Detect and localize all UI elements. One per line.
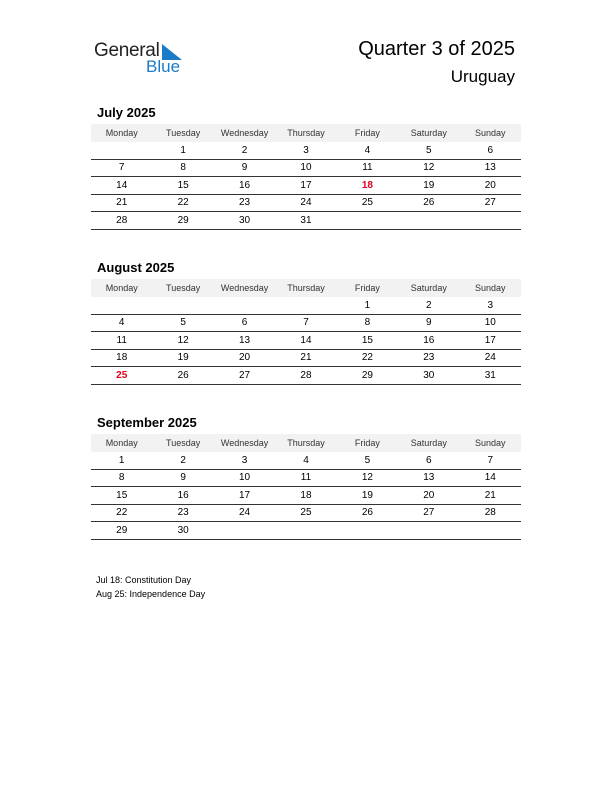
day-cell: 10 (214, 469, 275, 487)
day-cell: 20 (460, 177, 521, 195)
day-cell: 26 (152, 367, 213, 385)
month-block-july (91, 104, 521, 230)
day-cell: 18 (91, 349, 152, 367)
day-cell: 8 (337, 314, 398, 332)
day-cell: 6 (214, 314, 275, 332)
week-row (91, 522, 521, 540)
day-cell: 9 (152, 469, 213, 487)
day-cell: 30 (214, 212, 275, 230)
day-cell: 1 (152, 142, 213, 159)
holiday-note: Jul 18: Constitution Day (96, 575, 192, 585)
day-cell: 17 (460, 332, 521, 350)
weekday-header: Friday (337, 124, 398, 142)
month-title: July 2025 (97, 105, 156, 120)
day-cell: 3 (460, 297, 521, 314)
week-row (91, 487, 521, 505)
day-cell: 28 (275, 367, 336, 385)
day-cell: 7 (460, 452, 521, 469)
day-cell: 25 (337, 194, 398, 212)
weekday-header: Friday (337, 279, 398, 297)
day-cell: 12 (398, 159, 459, 177)
day-cell: 17 (275, 177, 336, 195)
day-cell: 16 (152, 487, 213, 505)
day-cell (398, 212, 459, 230)
weekday-header: Saturday (398, 279, 459, 297)
week-row (91, 349, 521, 367)
day-cell: 11 (337, 159, 398, 177)
calendar-table (91, 124, 521, 230)
month-title: September 2025 (97, 415, 197, 430)
page-title: Quarter 3 of 2025 (358, 38, 515, 60)
day-cell: 15 (91, 487, 152, 505)
weekday-header: Tuesday (152, 279, 213, 297)
holiday-note: Aug 25: Independence Day (96, 589, 206, 599)
day-cell: 6 (460, 142, 521, 159)
day-cell: 26 (398, 194, 459, 212)
day-cell: 21 (91, 194, 152, 212)
weekday-header: Thursday (275, 124, 336, 142)
day-cell: 4 (275, 452, 336, 469)
weekday-header-row (91, 279, 521, 297)
day-cell (152, 297, 213, 314)
week-row (91, 297, 521, 314)
day-cell (275, 522, 336, 540)
weekday-header: Tuesday (152, 124, 213, 142)
day-cell: 16 (214, 177, 275, 195)
day-cell: 23 (214, 194, 275, 212)
day-cell: 12 (152, 332, 213, 350)
day-cell: 10 (460, 314, 521, 332)
day-cell: 14 (275, 332, 336, 350)
week-row (91, 212, 521, 230)
day-cell (460, 522, 521, 540)
calendar-table (91, 279, 521, 385)
weekday-header: Saturday (398, 434, 459, 452)
day-cell: 7 (275, 314, 336, 332)
day-cell: 19 (152, 349, 213, 367)
generalblue-logo (94, 40, 194, 80)
day-cell: 3 (275, 142, 336, 159)
day-cell: 13 (398, 469, 459, 487)
day-cell: 10 (275, 159, 336, 177)
weekday-header-row (91, 124, 521, 142)
day-cell (337, 212, 398, 230)
day-cell (337, 522, 398, 540)
weekday-header: Sunday (460, 124, 521, 142)
day-cell: 2 (214, 142, 275, 159)
day-cell (91, 142, 152, 159)
day-cell: 20 (398, 487, 459, 505)
day-cell: 16 (398, 332, 459, 350)
day-cell: 22 (91, 504, 152, 522)
day-cell (460, 212, 521, 230)
day-cell: 18 (275, 487, 336, 505)
day-cell (91, 297, 152, 314)
day-cell: 26 (337, 504, 398, 522)
weekday-header: Sunday (460, 434, 521, 452)
logo-text-general: General (94, 40, 160, 61)
day-cell: 30 (152, 522, 213, 540)
day-cell: 17 (214, 487, 275, 505)
day-cell: 28 (91, 212, 152, 230)
day-cell: 21 (275, 349, 336, 367)
day-cell: 22 (337, 349, 398, 367)
week-row (91, 194, 521, 212)
week-row (91, 452, 521, 469)
day-cell: 2 (398, 297, 459, 314)
day-cell: 5 (152, 314, 213, 332)
day-cell: 27 (460, 194, 521, 212)
day-cell: 2 (152, 452, 213, 469)
day-cell: 8 (91, 469, 152, 487)
holiday-day-cell: 25 (91, 367, 152, 385)
month-title: August 2025 (97, 260, 175, 275)
calendar-table (91, 434, 521, 540)
day-cell: 1 (91, 452, 152, 469)
day-cell: 11 (91, 332, 152, 350)
day-cell: 30 (398, 367, 459, 385)
day-cell: 29 (337, 367, 398, 385)
day-cell (214, 297, 275, 314)
logo-text-blue: Blue (146, 57, 181, 76)
weekday-header: Thursday (275, 434, 336, 452)
day-cell: 27 (214, 367, 275, 385)
day-cell: 24 (214, 504, 275, 522)
day-cell: 14 (460, 469, 521, 487)
day-cell: 13 (214, 332, 275, 350)
week-row (91, 177, 521, 195)
weekday-header: Monday (91, 434, 152, 452)
day-cell: 7 (91, 159, 152, 177)
day-cell: 8 (152, 159, 213, 177)
day-cell: 29 (91, 522, 152, 540)
day-cell: 1 (337, 297, 398, 314)
weekday-header: Saturday (398, 124, 459, 142)
day-cell: 3 (214, 452, 275, 469)
day-cell: 23 (152, 504, 213, 522)
day-cell: 22 (152, 194, 213, 212)
week-row (91, 314, 521, 332)
day-cell: 6 (398, 452, 459, 469)
weekday-header: Sunday (460, 279, 521, 297)
weekday-header: Tuesday (152, 434, 213, 452)
weekday-header: Thursday (275, 279, 336, 297)
day-cell: 11 (275, 469, 336, 487)
country-name: Uruguay (450, 67, 515, 86)
holiday-notes (96, 573, 205, 601)
weekday-header: Wednesday (214, 124, 275, 142)
weekday-header: Friday (337, 434, 398, 452)
day-cell (275, 297, 336, 314)
week-row (91, 469, 521, 487)
day-cell: 15 (337, 332, 398, 350)
holiday-day-cell: 18 (337, 177, 398, 195)
day-cell (214, 522, 275, 540)
day-cell: 5 (337, 452, 398, 469)
week-row (91, 142, 521, 159)
day-cell: 31 (460, 367, 521, 385)
day-cell (398, 522, 459, 540)
day-cell: 20 (214, 349, 275, 367)
day-cell: 29 (152, 212, 213, 230)
day-cell: 15 (152, 177, 213, 195)
weekday-header: Wednesday (214, 279, 275, 297)
day-cell: 24 (275, 194, 336, 212)
day-cell: 5 (398, 142, 459, 159)
month-block-august (91, 259, 521, 385)
week-row (91, 367, 521, 385)
day-cell: 19 (398, 177, 459, 195)
day-cell: 27 (398, 504, 459, 522)
day-cell: 4 (337, 142, 398, 159)
month-block-september (91, 414, 521, 540)
day-cell: 9 (398, 314, 459, 332)
day-cell: 24 (460, 349, 521, 367)
day-cell: 25 (275, 504, 336, 522)
day-cell: 23 (398, 349, 459, 367)
weekday-header: Monday (91, 279, 152, 297)
day-cell: 28 (460, 504, 521, 522)
day-cell: 21 (460, 487, 521, 505)
day-cell: 19 (337, 487, 398, 505)
weekday-header: Wednesday (214, 434, 275, 452)
day-cell: 14 (91, 177, 152, 195)
day-cell: 4 (91, 314, 152, 332)
week-row (91, 504, 521, 522)
weekday-header: Monday (91, 124, 152, 142)
weekday-header-row (91, 434, 521, 452)
day-cell: 9 (214, 159, 275, 177)
day-cell: 13 (460, 159, 521, 177)
day-cell: 12 (337, 469, 398, 487)
week-row (91, 159, 521, 177)
week-row (91, 332, 521, 350)
day-cell: 31 (275, 212, 336, 230)
